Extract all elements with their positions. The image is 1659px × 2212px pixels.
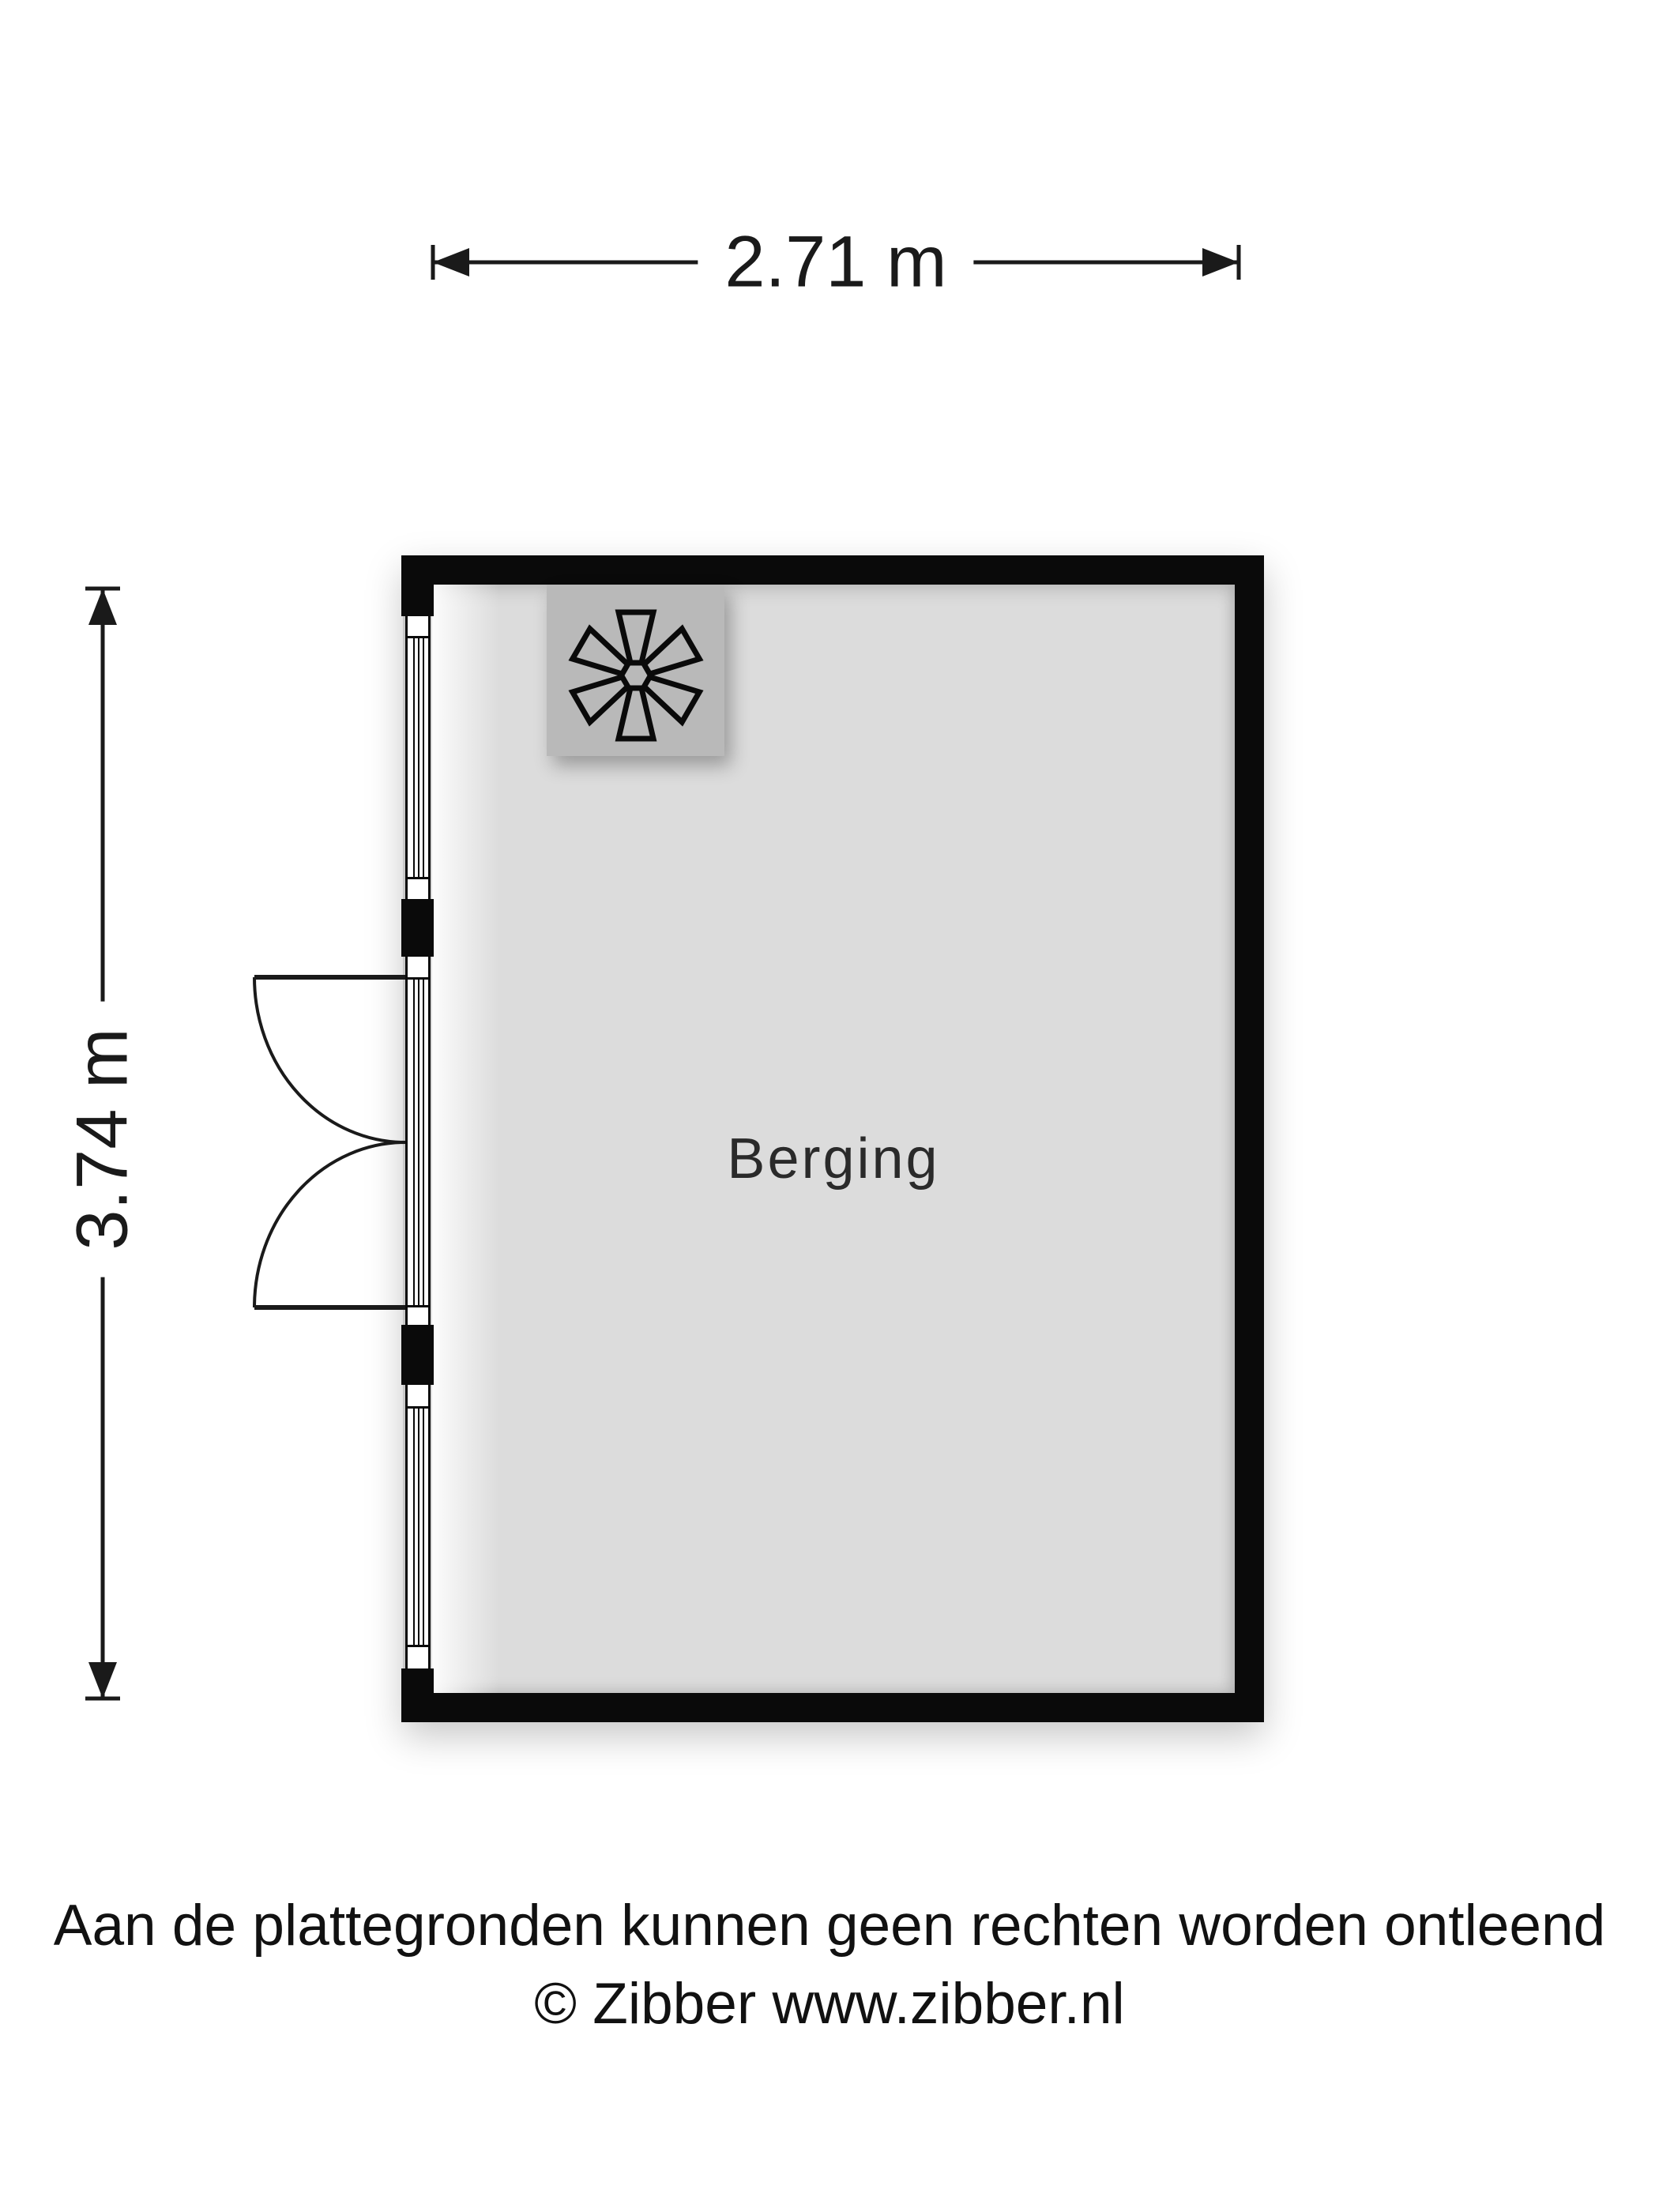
footer-disclaimer: Aan de plattegronden kunnen geen rechten worden ontleend bbox=[53, 1894, 1606, 1958]
wall-segment-bottom-corner bbox=[401, 1668, 434, 1722]
window-lower bbox=[405, 1406, 431, 1647]
door-glazing bbox=[405, 977, 431, 1307]
v-dim-arrowhead-top bbox=[88, 589, 117, 625]
ventilation-fan-icon bbox=[547, 585, 724, 756]
door-swing-arc-bottom bbox=[254, 1142, 405, 1307]
ventilation-unit-box bbox=[547, 585, 724, 756]
width-dimension-label: 2.71 m bbox=[698, 222, 973, 302]
h-dim-arrowhead-right bbox=[1202, 248, 1239, 276]
footer bbox=[0, 1887, 1659, 2044]
wall-segment-below-door bbox=[401, 1325, 434, 1385]
height-dimension-label: 3.74 m bbox=[62, 1001, 142, 1277]
door-swing-arc-top bbox=[254, 977, 405, 1142]
v-dim-arrowhead-bottom bbox=[88, 1662, 117, 1698]
footer-credit: © Zibber www.zibber.nl bbox=[534, 1972, 1125, 2037]
h-dim-arrowhead-left bbox=[433, 248, 469, 276]
floor-light-gradient bbox=[432, 585, 499, 1693]
window-upper bbox=[405, 636, 431, 879]
double-door bbox=[254, 977, 405, 1307]
wall-segment-top-corner bbox=[401, 555, 434, 616]
wall-segment-above-door bbox=[401, 899, 434, 957]
room-name-label: Berging bbox=[727, 1127, 940, 1191]
